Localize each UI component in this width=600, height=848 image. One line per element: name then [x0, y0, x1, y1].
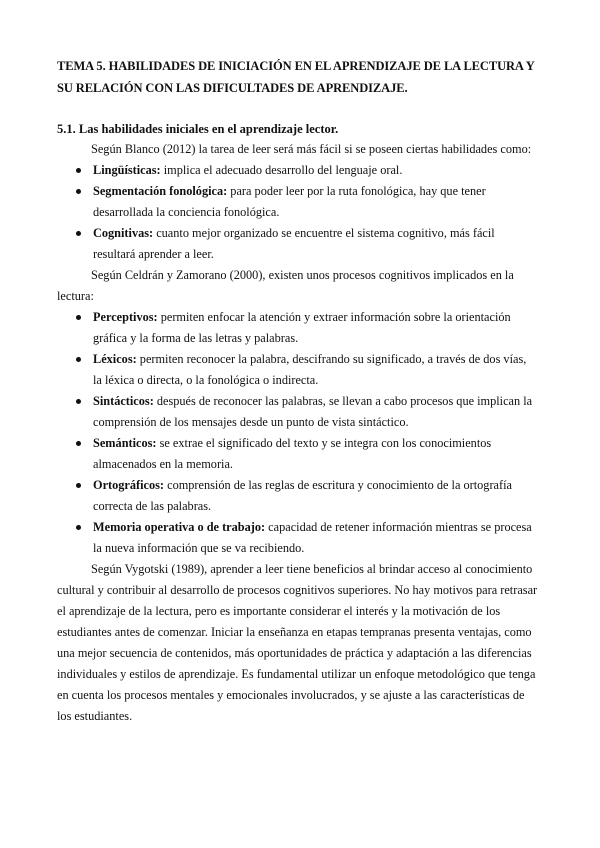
- list-item: [57, 181, 538, 223]
- list-item: [57, 475, 538, 517]
- list-item: [57, 349, 538, 391]
- list-item-term: Cognitivas:: [93, 226, 154, 240]
- bullet-icon: [76, 441, 81, 446]
- list-item-text: cuanto mejor organizado se encuentre el sistema cognitivo, más fácil resultará aprender a leer.: [93, 226, 495, 261]
- document-title: TEMA 5. HABILIDADES DE INICIACIÓN EN EL APRENDIZAJE DE LA LECTURA Y SU RELACIÓN CON LAS DIFICULTADES DE APRENDIZAJE.: [57, 59, 535, 95]
- list-item-term: Lingüísticas:: [93, 163, 161, 177]
- list-item-term: Sintácticos:: [93, 394, 154, 408]
- list-item-term: Memoria operativa o de trabajo:: [93, 520, 266, 534]
- list-item-text: comprensión de las reglas de escritura y conocimiento de la ortografía correcta de las palabras.: [93, 478, 512, 513]
- bullet-icon: [76, 483, 81, 488]
- bullet-icon: [76, 168, 81, 173]
- list-item: [57, 517, 538, 559]
- list-item-text: implica el adecuado desarrollo del lenguaje oral.: [160, 163, 403, 177]
- list-item: [57, 160, 538, 181]
- bullet-icon: [76, 399, 81, 404]
- list-item: [57, 391, 538, 433]
- list-item-text: para poder leer por la ruta fonológica, hay que tener desarrollada la conciencia fonológica.: [93, 184, 486, 219]
- bullet-icon: [76, 357, 81, 362]
- list-item-term: Semánticos:: [93, 436, 157, 450]
- list-item: [57, 223, 538, 265]
- list-item-text: permiten enfocar la atención y extraer información sobre la orientación gráfica y la forma de las letras y palabras.: [93, 310, 511, 345]
- abilities-list: [57, 160, 538, 265]
- bullet-icon: [76, 231, 81, 236]
- list-item-term: Léxicos:: [93, 352, 137, 366]
- list-item-term: Ortográficos:: [93, 478, 165, 492]
- list-item: [57, 433, 538, 475]
- bullet-icon: [76, 525, 81, 530]
- bullet-icon: [76, 189, 81, 194]
- intro-paragraph-2: Según Celdrán y Zamorano (2000), existen unos procesos cognitivos implicados en la lectura:: [57, 268, 514, 303]
- list-item-text: después de reconocer las palabras, se llevan a cabo procesos que implican la comprensión de los mensajes desde un punto de vista sintáctico.: [93, 394, 533, 429]
- bullet-icon: [76, 315, 81, 320]
- list-item-text: permiten reconocer la palabra, descifrando su significado, a través de dos vías, la léxica o directa, o la fonológica o indirecta.: [93, 352, 527, 387]
- section-heading: 5.1. Las habilidades iniciales en el aprendizaje lector.: [57, 122, 339, 136]
- list-item-term: Perceptivos:: [93, 310, 158, 324]
- list-item-text: capacidad de retener información mientras se procesa la nueva información que se va recibiendo.: [93, 520, 532, 555]
- list-item-term: Segmentación fonológica:: [93, 184, 228, 198]
- list-item: [57, 307, 538, 349]
- body-paragraph: Según Vygotski (1989), aprender a leer tiene beneficios al brindar acceso al conocimiento cultural y contribuir al desarrollo de procesos cognitivos superiores. No hay motivos para retrasar el aprendizaje de la lectura, pero es importante considerar el interés y la motivación de los estudiantes antes de comenzar. Iniciar la enseñanza en etapas tempranas presenta ventajas, como una mejor secuencia de contenidos, más oportunidades de práctica y adaptación a las diferencias individuales y estilos de aprendizaje. Es fundamental utilizar un enfoque metodológico que tenga en cuenta los procesos mentales y emocionales involucrados, y se ajuste a las características de los estudiantes.: [57, 562, 538, 723]
- cognitive-processes-list: [57, 307, 538, 559]
- intro-paragraph-1: Según Blanco (2012) la tarea de leer será más fácil si se poseen ciertas habilidades como:: [91, 142, 532, 156]
- list-item-text: se extrae el significado del texto y se integra con los conocimientos almacenados en la memoria.: [93, 436, 492, 471]
